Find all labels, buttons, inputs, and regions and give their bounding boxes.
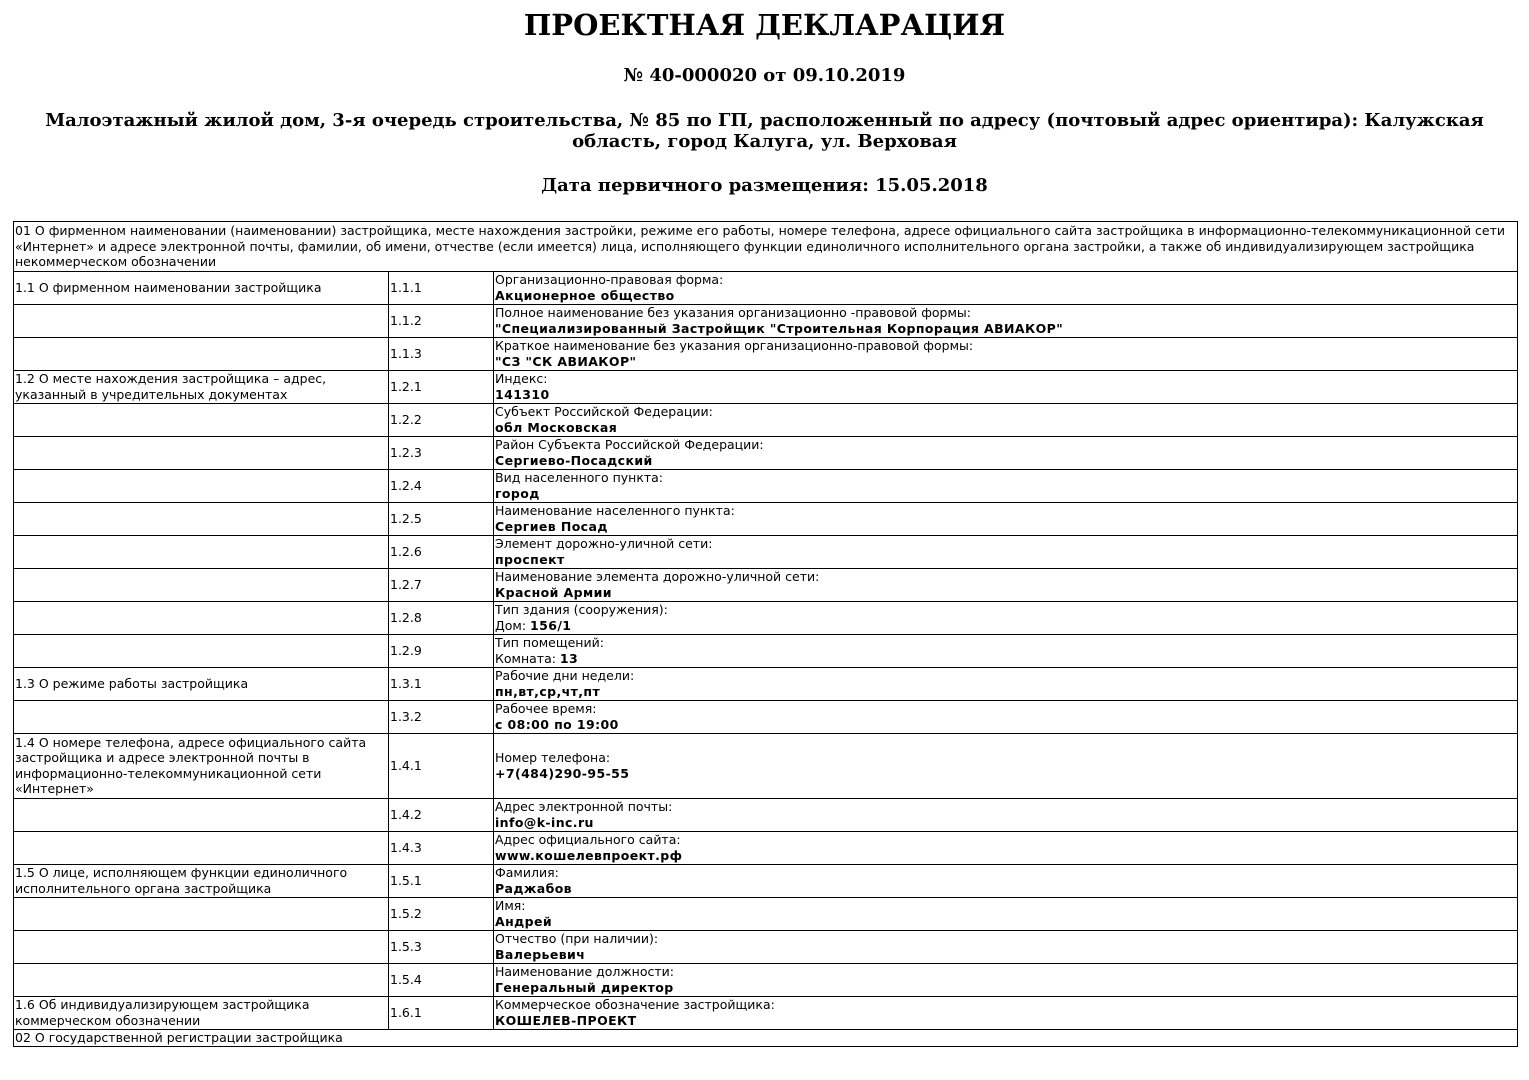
section-02-text: 02 О государственной регистрации застройщика xyxy=(14,1029,1518,1046)
row-field xyxy=(494,700,1518,733)
field-value: Акционерное общество xyxy=(495,287,675,303)
field-value-line xyxy=(495,288,1516,304)
field-value: проспект xyxy=(495,551,565,567)
table-row xyxy=(14,733,1518,798)
field-label: Отчество (при наличии): xyxy=(495,931,659,947)
field-label: Адрес официального сайта: xyxy=(495,832,681,848)
field-value-line xyxy=(495,947,1516,963)
table-row xyxy=(14,304,1518,337)
row-code: 1.5.2 xyxy=(389,897,494,930)
table-row xyxy=(14,601,1518,634)
row-code: 1.2.3 xyxy=(389,436,494,469)
field-label: Рабочее время: xyxy=(495,701,597,717)
row-code: 1.2.4 xyxy=(389,469,494,502)
field-label: Наименование должности: xyxy=(495,964,674,980)
field-label: Фамилия: xyxy=(495,865,559,881)
first-publication-date: Дата первичного размещения: 15.05.2018 xyxy=(541,175,988,196)
table-row xyxy=(14,634,1518,667)
field-value: с 08:00 по 19:00 xyxy=(495,716,619,732)
row-code: 1.6.1 xyxy=(389,996,494,1029)
field-value-line xyxy=(495,354,1516,370)
row-code: 1.3.2 xyxy=(389,700,494,733)
row-field xyxy=(494,963,1518,996)
field-label: Тип здания (сооружения): xyxy=(495,602,668,618)
row-code: 1.2.9 xyxy=(389,634,494,667)
row-code: 1.4.1 xyxy=(389,733,494,798)
field-value-line xyxy=(495,585,1516,601)
row-field xyxy=(494,535,1518,568)
field-label: Вид населенного пункта: xyxy=(495,470,664,486)
row-field xyxy=(494,601,1518,634)
field-value-line xyxy=(495,420,1516,436)
row-code: 1.2.1 xyxy=(389,370,494,403)
table-row xyxy=(14,667,1518,700)
table-row xyxy=(14,271,1518,304)
row-group-title xyxy=(14,502,389,535)
row-field xyxy=(494,864,1518,897)
row-group-title: 1.2 О месте нахождения застройщика – адрес, указанный в учредительных документах xyxy=(14,370,389,403)
field-value-line xyxy=(495,321,1516,337)
field-label: Тип помещений: xyxy=(495,635,604,651)
field-value-line xyxy=(495,815,1516,831)
field-label: Организационно-правовая форма: xyxy=(495,272,724,288)
section-header-01 xyxy=(14,222,1518,272)
field-value-prefix: Комната: xyxy=(495,650,560,666)
field-label: Район Субъекта Российской Федерации: xyxy=(495,437,764,453)
row-group-title xyxy=(14,601,389,634)
field-value-line xyxy=(495,684,1516,700)
field-value: Генеральный директор xyxy=(495,979,674,995)
field-value: город xyxy=(495,485,540,501)
field-label: Элемент дорожно-уличной сети: xyxy=(495,536,713,552)
table-row xyxy=(14,864,1518,897)
row-field xyxy=(494,733,1518,798)
row-field xyxy=(494,930,1518,963)
row-code: 1.1.2 xyxy=(389,304,494,337)
row-field xyxy=(494,667,1518,700)
section-01-text: 01 О фирменном наименовании (наименовании) застройщика, месте нахождения застройки, режиме его работы, номере телефона, адресе официального сайта застройщика в информационно-телекоммуникационной сети «Интернет» и адресе электронной почты, фамилии, об имени, отчестве (если имеется) лица, исполняющего функции единоличного исполнительного органа застройки, а также об индивидуализирующем застройщика некоммерческом обозначении xyxy=(14,222,1518,272)
row-code: 1.2.5 xyxy=(389,502,494,535)
row-code: 1.3.1 xyxy=(389,667,494,700)
field-value: "Специализированный Застройщик "Строительная Корпорация АВИАКОР" xyxy=(495,320,1064,336)
table-row xyxy=(14,568,1518,601)
row-group-title xyxy=(14,403,389,436)
row-group-title xyxy=(14,831,389,864)
declaration-table xyxy=(13,221,1518,1047)
document-title: ПРОЕКТНАЯ ДЕКЛАРАЦИЯ xyxy=(523,8,1006,42)
row-field xyxy=(494,304,1518,337)
field-label: Наименование элемента дорожно-уличной сети: xyxy=(495,569,820,585)
row-code: 1.5.3 xyxy=(389,930,494,963)
row-group-title xyxy=(14,304,389,337)
row-group-title: 1.1 О фирменном наименовании застройщика xyxy=(14,271,389,304)
row-field xyxy=(494,568,1518,601)
field-value: www.кошелевпроект.рф xyxy=(495,847,683,863)
row-field xyxy=(494,831,1518,864)
row-group-title xyxy=(14,930,389,963)
row-group-title xyxy=(14,535,389,568)
row-group-title: 1.4 О номере телефона, адресе официального сайта застройщика и адресе электронной почты в информационно-телекоммуникационной сети «Интернет» xyxy=(14,733,389,798)
row-group-title xyxy=(14,568,389,601)
row-code: 1.2.2 xyxy=(389,403,494,436)
field-value-line xyxy=(495,1013,1516,1029)
field-label: Полное наименование без указания организационно -правовой формы: xyxy=(495,305,971,321)
table-row xyxy=(14,502,1518,535)
field-value: Красной Армии xyxy=(495,584,612,600)
row-group-title xyxy=(14,436,389,469)
row-field xyxy=(494,798,1518,831)
field-value-line xyxy=(495,881,1516,897)
row-field xyxy=(494,996,1518,1029)
row-group-title xyxy=(14,798,389,831)
row-group-title xyxy=(14,963,389,996)
field-label: Индекс: xyxy=(495,371,548,387)
row-code: 1.2.7 xyxy=(389,568,494,601)
field-value: Валерьевич xyxy=(495,946,586,962)
row-group-title: 1.6 Об индивидуализирующем застройщика коммерческом обозначении xyxy=(14,996,389,1029)
field-value-line xyxy=(495,914,1516,930)
field-value-line xyxy=(495,486,1516,502)
field-value: пн,вт,ср,чт,пт xyxy=(495,683,601,699)
row-field xyxy=(494,634,1518,667)
row-code: 1.1.1 xyxy=(389,271,494,304)
row-group-title xyxy=(14,469,389,502)
row-code: 1.5.4 xyxy=(389,963,494,996)
row-code: 1.4.3 xyxy=(389,831,494,864)
row-field xyxy=(494,502,1518,535)
row-code: 1.2.6 xyxy=(389,535,494,568)
row-group-title xyxy=(14,337,389,370)
row-field xyxy=(494,469,1518,502)
section-header-02 xyxy=(14,1029,1518,1046)
field-value: обл Московская xyxy=(495,419,618,435)
field-value-line xyxy=(495,519,1516,535)
field-value: Сергиев Посад xyxy=(495,518,608,534)
table-row xyxy=(14,535,1518,568)
row-field xyxy=(494,436,1518,469)
table-row xyxy=(14,436,1518,469)
field-label: Краткое наименование без указания организационно-правовой формы: xyxy=(495,338,974,354)
field-value-line xyxy=(495,453,1516,469)
row-group-title xyxy=(14,897,389,930)
field-value-line xyxy=(495,618,1516,634)
field-label: Коммерческое обозначение застройщика: xyxy=(495,997,775,1013)
table-row xyxy=(14,370,1518,403)
table-row xyxy=(14,831,1518,864)
row-code: 1.2.8 xyxy=(389,601,494,634)
row-field xyxy=(494,897,1518,930)
field-value: 13 xyxy=(559,650,579,666)
field-label: Наименование населенного пункта: xyxy=(495,503,735,519)
field-value-line xyxy=(495,651,1516,667)
object-description: Малоэтажный жилой дом, 3-я очередь строительства, № 85 по ГП, расположенный по адресу (почтовый адрес ориентира): Калужская область, город Калуга, ул. Верховая xyxy=(45,110,1484,152)
table-row xyxy=(14,897,1518,930)
table-row xyxy=(14,700,1518,733)
field-value: +7(484)290-95-55 xyxy=(495,765,630,781)
table-row xyxy=(14,337,1518,370)
field-label: Адрес электронной почты: xyxy=(495,799,673,815)
field-value-line xyxy=(495,980,1516,996)
row-group-title xyxy=(14,700,389,733)
table-row xyxy=(14,996,1518,1029)
row-field xyxy=(494,370,1518,403)
field-value-line xyxy=(495,552,1516,568)
table-row xyxy=(14,930,1518,963)
field-label: Номер телефона: xyxy=(495,750,611,766)
row-field xyxy=(494,403,1518,436)
row-code: 1.4.2 xyxy=(389,798,494,831)
field-value: info@k-inc.ru xyxy=(495,814,594,830)
field-value: Андрей xyxy=(495,913,552,929)
row-group-title: 1.3 О режиме работы застройщика xyxy=(14,667,389,700)
field-value-line xyxy=(495,766,1516,782)
field-label: Субъект Российской Федерации: xyxy=(495,404,713,420)
table-row xyxy=(14,403,1518,436)
table-row xyxy=(14,469,1518,502)
field-label: Рабочие дни недели: xyxy=(495,668,635,684)
row-code: 1.5.1 xyxy=(389,864,494,897)
field-value: Сергиево-Посадский xyxy=(495,452,653,468)
field-label: Имя: xyxy=(495,898,526,914)
field-value: 141310 xyxy=(495,386,550,402)
field-value-prefix: Дом: xyxy=(495,617,531,633)
row-field xyxy=(494,271,1518,304)
field-value: 156/1 xyxy=(530,617,572,633)
field-value-line xyxy=(495,387,1516,403)
field-value: КОШЕЛЕВ-ПРОЕКТ xyxy=(495,1012,637,1028)
row-group-title xyxy=(14,634,389,667)
field-value-line xyxy=(495,848,1516,864)
table-row xyxy=(14,798,1518,831)
row-code: 1.1.3 xyxy=(389,337,494,370)
field-value-line xyxy=(495,717,1516,733)
declaration-number: № 40-000020 от 09.10.2019 xyxy=(623,65,906,86)
row-field xyxy=(494,337,1518,370)
field-value: "СЗ "СК АВИАКОР" xyxy=(495,353,637,369)
field-value: Раджабов xyxy=(495,880,572,896)
table-row xyxy=(14,963,1518,996)
row-group-title: 1.5 О лице, исполняющем функции единоличного исполнительного органа застройщика xyxy=(14,864,389,897)
